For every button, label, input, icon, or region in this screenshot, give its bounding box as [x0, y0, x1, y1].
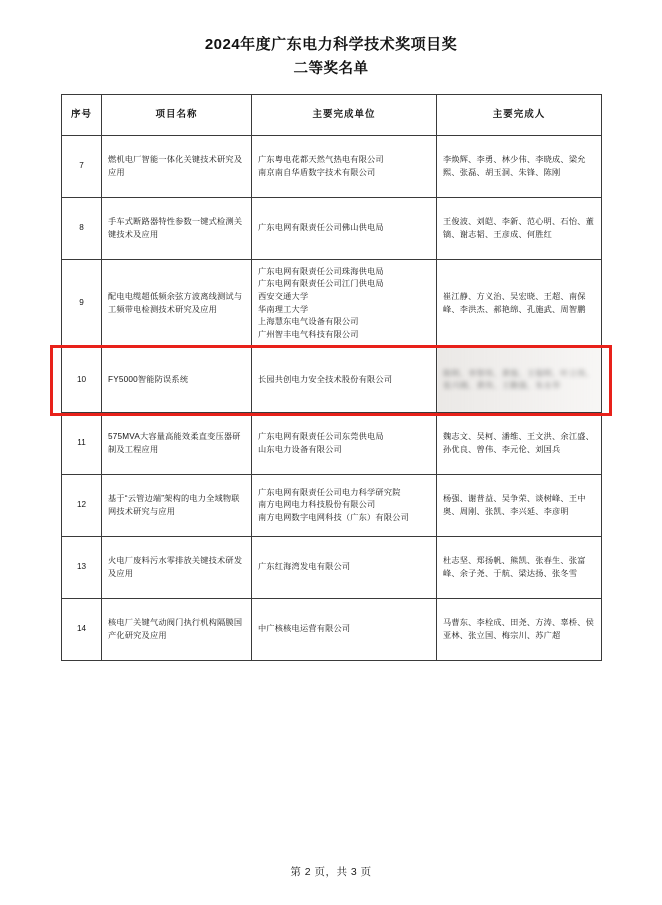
column-header-person: 主要完成人: [437, 95, 602, 136]
cell-sequence: 7: [62, 136, 102, 198]
cell-project-name: FY5000智能防误系统: [102, 348, 252, 413]
persons-text: 魏志文、吴柯、潘维、王文洪、余江盛、孙优良、曾伟、李元伦、刘国兵: [443, 432, 594, 454]
cell-project-name: 基于“云管边端”架构的电力全域物联网技术研究与应用: [102, 475, 252, 537]
unit-line: 长园共创电力安全技术股份有限公司: [258, 374, 393, 384]
unit-line: 山东电力设备有限公司: [258, 444, 342, 454]
cell-sequence: 14: [62, 599, 102, 661]
cell-persons: [437, 413, 602, 475]
cell-units: [252, 537, 437, 599]
cell-units: [252, 348, 437, 413]
persons-text: 杨强、谢普益、吴争荣、谈树峰、王中奥、周刚、张凯、李兴延、李彦明: [443, 494, 586, 516]
unit-line: 广东电网有限责任公司电力科学研究院: [258, 487, 401, 497]
unit-line: 南京南自华盾数字技术有限公司: [258, 167, 376, 177]
cell-persons: [437, 198, 602, 260]
table-row: [62, 537, 602, 599]
column-header-unit: 主要完成单位: [252, 95, 437, 136]
cell-persons: [437, 260, 602, 348]
table-body: [62, 136, 602, 661]
persons-text: 王俊波、刘皑、李新、范心明、石怡、董镝、谢志韬、王彦成、何胜红: [443, 217, 594, 239]
unit-line: 西安交通大学: [258, 292, 309, 302]
unit-line: 华南理工大学: [258, 304, 309, 314]
unit-line: 上海慧东电气设备有限公司: [258, 317, 359, 327]
cell-units: [252, 260, 437, 348]
table-row: [62, 475, 602, 537]
persons-text: 陈明、李智伟、黄俊、王俊明、叶立伟、张兴刚、黄伟、王勤强、朱永华: [443, 368, 594, 391]
column-header-seq: 序号: [62, 95, 102, 136]
cell-sequence: 8: [62, 198, 102, 260]
table-row: [62, 198, 602, 260]
table-row: [62, 599, 602, 661]
unit-line: 广东电网有限责任公司佛山供电局: [258, 223, 384, 233]
cell-sequence: 12: [62, 475, 102, 537]
award-table: [61, 94, 602, 661]
unit-line: 广东粤电花都天然气热电有限公司: [258, 155, 384, 165]
cell-project-name: 575MVA大容量高能效柔直变压器研制及工程应用: [102, 413, 252, 475]
cell-project-name: 手车式断路器特性参数一键式检测关键技术及应用: [102, 198, 252, 260]
table-header-row: [62, 95, 602, 136]
cell-persons: [437, 475, 602, 537]
page-subtitle: 二等奖名单: [293, 60, 369, 77]
column-header-project: 项目名称: [102, 95, 252, 136]
page-footer: 第 2 页，共 3 页: [290, 866, 372, 878]
unit-line: 广东电网有限责任公司珠海供电局: [258, 266, 384, 276]
cell-sequence: 13: [62, 537, 102, 599]
persons-text: 李焕辉、李勇、林少伟、李晓成、梁允熙、张磊、胡玉洞、朱锋、陈刚: [443, 155, 586, 177]
persons-text: 崔江静、方义治、吴宏晓、王超、南保峰、李洪杰、郝艳绵、孔施武、周智鹏: [443, 292, 586, 314]
cell-units: [252, 599, 437, 661]
cell-project-name: 配电电缆超低频余弦方波离线测试与工频带电检测技术研究及应用: [102, 260, 252, 348]
cell-sequence: 9: [62, 260, 102, 348]
cell-project-name: 燃机电厂智能一体化关键技术研究及应用: [102, 136, 252, 198]
cell-project-name: 火电厂废料污水零排放关键技术研发及应用: [102, 537, 252, 599]
persons-text: 杜志坚、郑扬帆、熊凯、张春生、张富峰、余子尧、于航、梁达扬、张冬雪: [443, 556, 586, 578]
cell-units: [252, 413, 437, 475]
document-page: [0, 34, 662, 905]
unit-line: 中广核核电运营有限公司: [258, 624, 351, 634]
cell-project-name: 核电厂关键气动阀门执行机构隔膜国产化研究及应用: [102, 599, 252, 661]
cell-units: [252, 136, 437, 198]
table-header: [62, 95, 602, 136]
unit-line: 广州智丰电气科技有限公司: [258, 330, 359, 340]
cell-sequence: 11: [62, 413, 102, 475]
persons-text: 马曹东、李栓成、田尧、方涛、辜桥、侯亚林、张立国、梅宗川、苏广超: [443, 618, 594, 640]
table-row: [62, 348, 602, 413]
table-row: [62, 136, 602, 198]
cell-units: [252, 198, 437, 260]
cell-persons: [437, 537, 602, 599]
table-row: [62, 413, 602, 475]
unit-line: 广东电网有限责任公司东莞供电局: [258, 432, 384, 442]
unit-line: 广东电网有限责任公司江门供电局: [258, 279, 384, 289]
unit-line: 南方电网数字电网科技（广东）有限公司: [258, 513, 409, 523]
cell-sequence: 10: [62, 348, 102, 413]
unit-line: 广东红海湾发电有限公司: [258, 562, 351, 572]
unit-line: 南方电网电力科技股份有限公司: [258, 500, 376, 510]
table-row: [62, 260, 602, 348]
cell-persons: [437, 599, 602, 661]
award-table-wrapper: [61, 94, 601, 661]
page-title: 2024年度广东电力科学技术奖项目奖: [204, 36, 458, 53]
cell-persons: [437, 348, 602, 413]
cell-units: [252, 475, 437, 537]
cell-persons: [437, 136, 602, 198]
